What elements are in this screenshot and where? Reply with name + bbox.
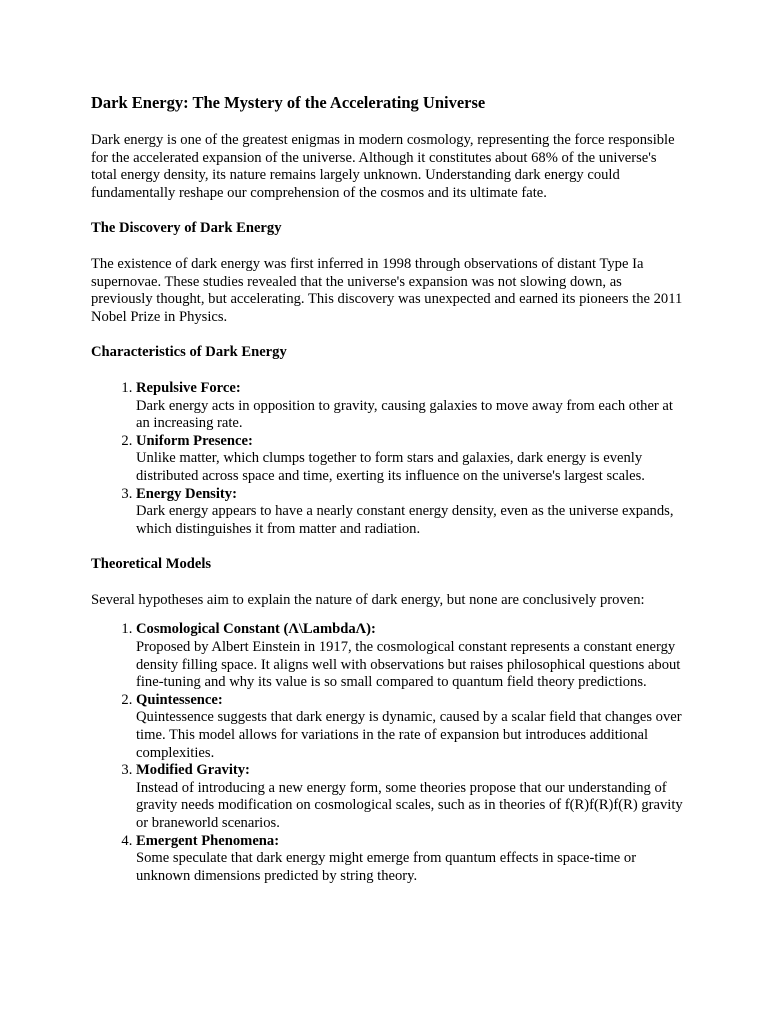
list-item-desc: Dark energy appears to have a nearly constant energy density, even as the universe expands, which distinguishes it from matter and radiation. (136, 503, 674, 537)
list-item-desc: Quintessence suggests that dark energy is dynamic, caused by a scalar field that changes over time. This model allows for variations in the rate of expansion but introduces additional complexities. (136, 709, 682, 761)
list-item (136, 433, 683, 486)
list-item-term: 1. Cosmological Constant (Λ\LambdaΛ): (136, 621, 376, 638)
list-item (136, 621, 683, 691)
list-item (136, 762, 683, 832)
list-item-desc: Dark energy acts in opposition to gravity, causing galaxies to move away from each other at an increasing rate. (136, 397, 673, 432)
list-item-desc: Unlike matter, which clumps together to form stars and galaxies, dark energy is evenly distributed across space and time, exerting its influence on the universe's largest scales. (136, 450, 645, 484)
list-item-term: 3. Energy Density: (136, 485, 237, 502)
models-list (91, 621, 683, 885)
models-intro-paragraph: Several hypotheses aim to explain the nature of dark energy, but none are conclusively proven: (91, 591, 645, 608)
document-page (91, 93, 683, 903)
list-item-term: 4. Emergent Phenomena: (136, 832, 280, 849)
discovery-paragraph: The existence of dark energy was first inferred in 1998 through observations of distant Type Ia supernovae. These studies revealed that the universe's expansion was not slowing down, as previously thought, but accelerating. This discovery was unexpected and earned its pioneers the 2011 Nobel Prize in Physics. (91, 255, 683, 325)
models-heading: Theoretical Models (91, 556, 212, 573)
list-item (136, 486, 683, 539)
discovery-heading: The Discovery of Dark Energy (91, 220, 282, 237)
list-item-desc: Proposed by Albert Einstein in 1917, the cosmological constant represents a constant energy density filling space. It aligns well with observations but raises philosophical questions about fine-tuning and why its value is so small compared to quantum field theory predictions. (136, 639, 681, 691)
list-item-term: 2. Quintessence: (136, 691, 223, 708)
characteristics-heading: Characteristics of Dark Energy (91, 344, 287, 361)
list-item (136, 833, 683, 886)
document-title: Dark Energy: The Mystery of the Accelerating Universe (91, 93, 486, 112)
list-item-term: 3. Modified Gravity: (136, 762, 250, 779)
intro-paragraph: Dark energy is one of the greatest enigmas in modern cosmology, representing the force responsible for the accelerated expansion of the universe. Although it constitutes about 68% of the universe's total energy density, its nature remains largely unknown. Understanding dark energy could fundamentally reshape our comprehension of the cosmos and its ultimate fate. (91, 132, 675, 201)
list-item-term: 1. Repulsive Force: (136, 379, 241, 396)
list-item (136, 380, 683, 433)
list-item-desc: Instead of introducing a new energy form, some theories propose that our understanding of gravity needs modification on cosmological scales, such as in theories of f(R)f(R)f(R) gravity or braneworld scenarios. (136, 779, 683, 831)
list-item-term: 2. Uniform Presence: (136, 432, 253, 449)
list-item-desc: Some speculate that dark energy might emerge from quantum effects in space-time or unknown dimensions predicted by string theory. (136, 850, 637, 884)
list-item (136, 692, 683, 762)
characteristics-list (91, 380, 683, 538)
